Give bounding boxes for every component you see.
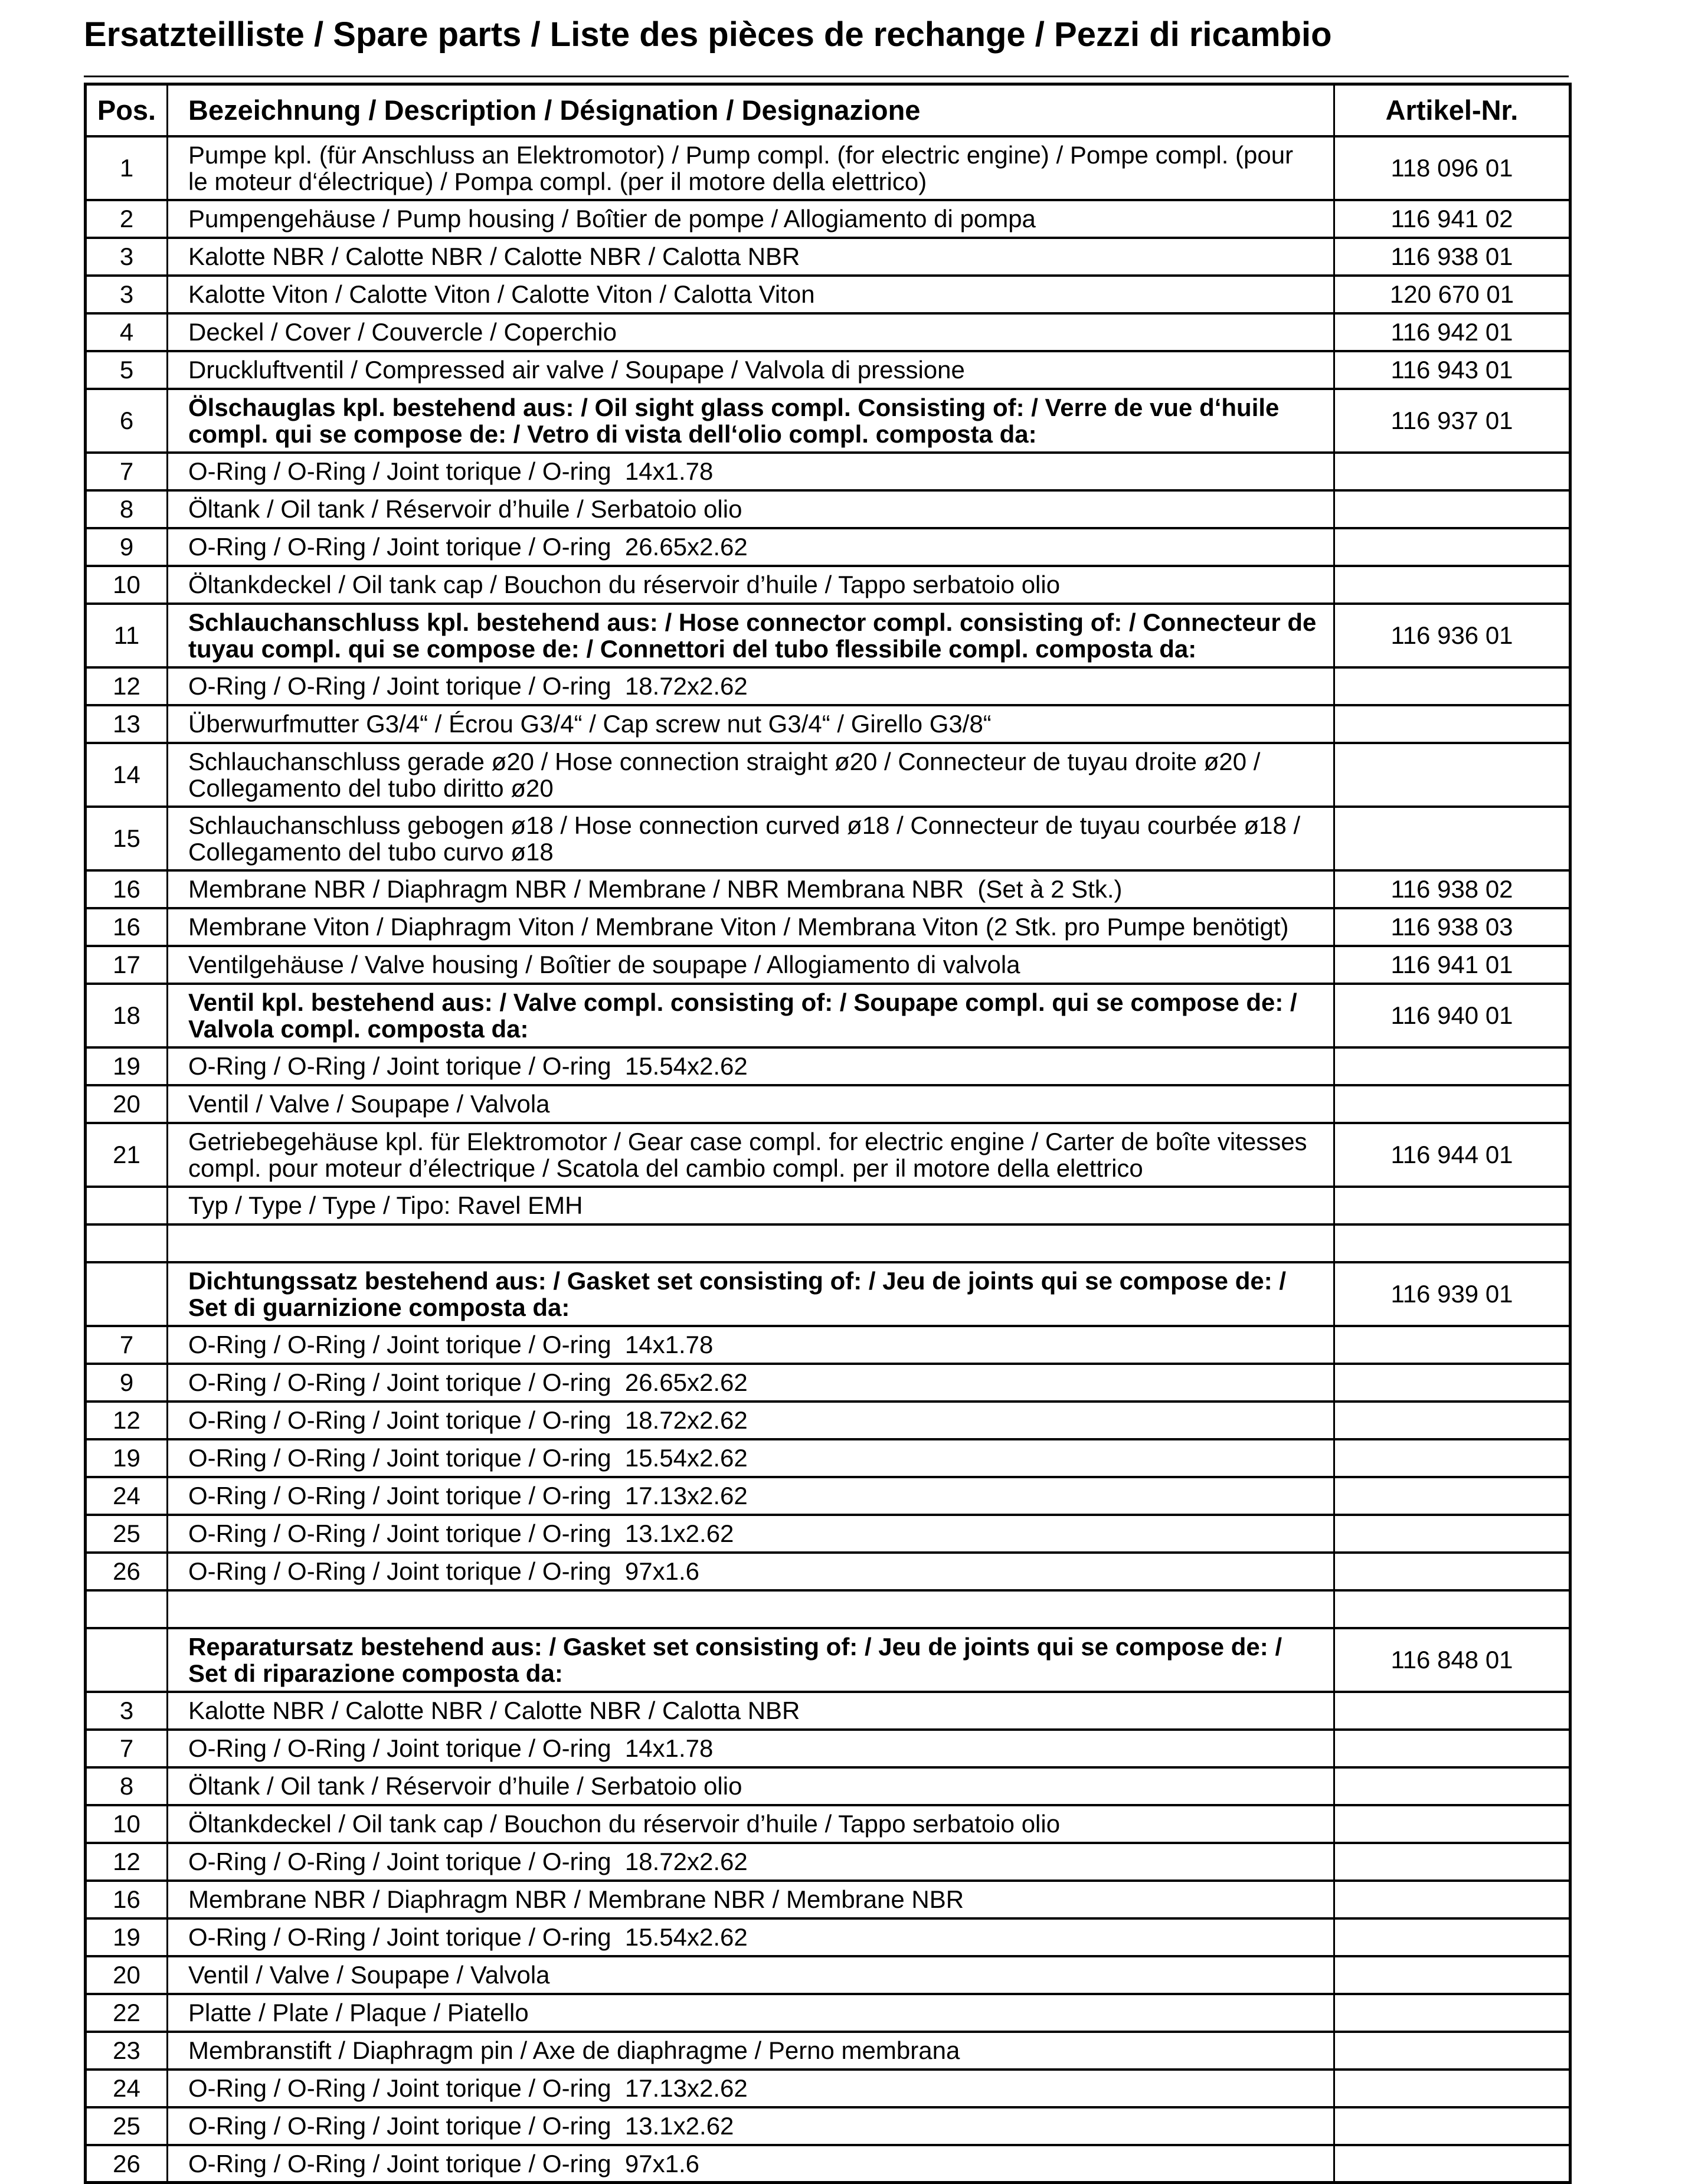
description-cell: O-Ring / O-Ring / Joint torique / O-ring 17.13x2.62 [168, 1477, 1334, 1515]
description-cell: O-Ring / O-Ring / Joint torique / O-ring 14x1.78 [168, 1326, 1334, 1364]
description-cell: Pumpengehäuse / Pump housing / Boîtier de pompe / Allogiamento di pompa [168, 200, 1334, 238]
description-cell: O-Ring / O-Ring / Joint torique / O-ring 15.54x2.62 [168, 1047, 1334, 1085]
description-cell: Ventil / Valve / Soupape / Valvola [168, 1956, 1334, 1994]
pos-cell: 8 [86, 1767, 168, 1805]
artikel-nr-cell: 116 943 01 [1334, 351, 1570, 389]
pos-cell: 3 [86, 238, 168, 276]
description-cell: Kalotte NBR / Calotte NBR / Calotte NBR / Calotta NBR [168, 1692, 1334, 1730]
table-row [86, 1187, 1570, 1224]
table-row [86, 1085, 1570, 1123]
table-row [86, 136, 1570, 200]
table-row [86, 1224, 1570, 1262]
artikel-nr-cell [1334, 1553, 1570, 1590]
artikel-nr-cell [1334, 1918, 1570, 1956]
description-cell: Öltank / Oil tank / Réservoir d’huile / Serbatoio olio [168, 490, 1334, 528]
pos-cell: 17 [86, 946, 168, 984]
description-cell: Ölschauglas kpl. bestehend aus: / Oil sight glass compl. Consisting of: / Verre de vue d‘huile compl. qui se compose de: / Vetro di vista dell‘olio compl. composta da: [168, 389, 1334, 453]
artikel-nr-cell [1334, 1326, 1570, 1364]
table-row [86, 1262, 1570, 1326]
description-cell: Schlauchanschluss kpl. bestehend aus: / Hose connector compl. consisting of: / Connecteur de tuyau compl. qui se compose de: / Connettori del tubo flessibile compl. composta da: [168, 604, 1334, 667]
table-row [86, 1956, 1570, 1994]
artikel-nr-cell: 116 938 02 [1334, 870, 1570, 908]
table-row [86, 908, 1570, 946]
description-cell: Öltank / Oil tank / Réservoir d’huile / Serbatoio olio [168, 1767, 1334, 1805]
description-cell: Kalotte NBR / Calotte NBR / Calotte NBR / Calotta NBR [168, 238, 1334, 276]
table-row [86, 1515, 1570, 1553]
table-row [86, 1123, 1570, 1187]
artikel-nr-cell [1334, 1881, 1570, 1918]
table-row [86, 2070, 1570, 2107]
description-cell: O-Ring / O-Ring / Joint torique / O-ring 17.13x2.62 [168, 2070, 1334, 2107]
table-row [86, 1805, 1570, 1843]
pos-cell: 6 [86, 389, 168, 453]
description-cell: O-Ring / O-Ring / Joint torique / O-ring 97x1.6 [168, 1553, 1334, 1590]
pos-cell: 16 [86, 1881, 168, 1918]
column-header-pos: Pos. [86, 84, 168, 136]
table-row [86, 667, 1570, 705]
table-row [86, 1047, 1570, 1085]
table-row [86, 453, 1570, 490]
pos-cell: 19 [86, 1439, 168, 1477]
table-row [86, 2032, 1570, 2070]
description-cell: O-Ring / O-Ring / Joint torique / O-ring 26.65x2.62 [168, 528, 1334, 566]
table-row [86, 743, 1570, 807]
artikel-nr-cell: 120 670 01 [1334, 276, 1570, 313]
artikel-nr-cell [1334, 1439, 1570, 1477]
pos-cell: 19 [86, 1047, 168, 1085]
pos-cell: 22 [86, 1994, 168, 2032]
artikel-nr-cell [1334, 1515, 1570, 1553]
description-cell: Dichtungssatz bestehend aus: / Gasket set consisting of: / Jeu de joints qui se compose de: / Set di guarnizione composta da: [168, 1262, 1334, 1326]
pos-cell: 24 [86, 1477, 168, 1515]
artikel-nr-cell: 116 937 01 [1334, 389, 1570, 453]
description-cell: O-Ring / O-Ring / Joint torique / O-ring 13.1x2.62 [168, 1515, 1334, 1553]
table-row [86, 1767, 1570, 1805]
table-row [86, 1402, 1570, 1439]
table-header [86, 84, 1570, 136]
pos-cell: 25 [86, 1515, 168, 1553]
pos-cell: 4 [86, 313, 168, 351]
pos-cell: 24 [86, 2070, 168, 2107]
table-row [86, 705, 1570, 743]
description-cell: Schlauchanschluss gerade ø20 / Hose connection straight ø20 / Connecteur de tuyau droite ø20 / Collegamento del tubo diritto ø20 [168, 743, 1334, 807]
description-cell: Getriebegehäuse kpl. für Elektromotor / Gear case compl. for electric engine / Carter de boîte vitesses compl. pour moteur d’électrique / Scatola del cambio compl. per il motore della elettrico [168, 1123, 1334, 1187]
description-cell: Membranstift / Diaphragm pin / Axe de diaphragme / Perno membrana [168, 2032, 1334, 2070]
pos-cell: 7 [86, 1326, 168, 1364]
pos-cell: 8 [86, 490, 168, 528]
table-row [86, 1918, 1570, 1956]
table-row [86, 1692, 1570, 1730]
artikel-nr-cell [1334, 2070, 1570, 2107]
description-cell: O-Ring / O-Ring / Joint torique / O-ring 14x1.78 [168, 453, 1334, 490]
table-row [86, 1477, 1570, 1515]
artikel-nr-cell [1334, 705, 1570, 743]
artikel-nr-cell [1334, 1477, 1570, 1515]
artikel-nr-cell [1334, 1805, 1570, 1843]
table-row [86, 238, 1570, 276]
description-cell: Druckluftventil / Compressed air valve / Soupape / Valvola di pressione [168, 351, 1334, 389]
description-cell: Ventilgehäuse / Valve housing / Boîtier de soupape / Allogiamento di valvola [168, 946, 1334, 984]
table-row [86, 604, 1570, 667]
artikel-nr-cell [1334, 1085, 1570, 1123]
description-cell: O-Ring / O-Ring / Joint torique / O-ring 15.54x2.62 [168, 1439, 1334, 1477]
description-cell: Typ / Type / Type / Tipo: Ravel EMH [168, 1187, 1334, 1224]
pos-cell: 10 [86, 566, 168, 604]
pos-cell: 3 [86, 1692, 168, 1730]
table-row [86, 946, 1570, 984]
artikel-nr-cell [1334, 1402, 1570, 1439]
description-cell: Ventil kpl. bestehend aus: / Valve compl. consisting of: / Soupape compl. qui se compose de: / Valvola compl. composta da: [168, 984, 1334, 1047]
description-cell: Ventil / Valve / Soupape / Valvola [168, 1085, 1334, 1123]
pos-cell: 19 [86, 1918, 168, 1956]
table-row [86, 984, 1570, 1047]
table-row [86, 1730, 1570, 1767]
artikel-nr-cell [1334, 2032, 1570, 2070]
description-cell: Membrane NBR / Diaphragm NBR / Membrane NBR / Membrane NBR [168, 1881, 1334, 1918]
pos-cell: 25 [86, 2107, 168, 2145]
artikel-nr-cell [1334, 743, 1570, 807]
table-row [86, 1326, 1570, 1364]
pos-cell: 16 [86, 870, 168, 908]
description-cell: Kalotte Viton / Calotte Viton / Calotte Viton / Calotta Viton [168, 276, 1334, 313]
pos-cell [86, 1262, 168, 1326]
table-row [86, 528, 1570, 566]
artikel-nr-cell [1334, 566, 1570, 604]
spare-parts-table [84, 83, 1572, 2184]
description-cell: O-Ring / O-Ring / Joint torique / O-ring 15.54x2.62 [168, 1918, 1334, 1956]
pos-cell: 15 [86, 807, 168, 870]
artikel-nr-cell [1334, 1843, 1570, 1881]
pos-cell: 12 [86, 667, 168, 705]
description-cell: Öltankdeckel / Oil tank cap / Bouchon du réservoir d’huile / Tappo serbatoio olio [168, 1805, 1334, 1843]
artikel-nr-cell [1334, 1187, 1570, 1224]
pos-cell: 5 [86, 351, 168, 389]
pos-cell: 2 [86, 200, 168, 238]
pos-cell: 13 [86, 705, 168, 743]
table-row [86, 1553, 1570, 1590]
artikel-nr-cell [1334, 1767, 1570, 1805]
artikel-nr-cell [1334, 2107, 1570, 2145]
pos-cell: 7 [86, 453, 168, 490]
table-row [86, 490, 1570, 528]
description-cell: Deckel / Cover / Couvercle / Coperchio [168, 313, 1334, 351]
pos-cell: 20 [86, 1085, 168, 1123]
table-row [86, 389, 1570, 453]
pos-cell: 14 [86, 743, 168, 807]
table-top-rule [84, 76, 1569, 77]
description-cell: Platte / Plate / Plaque / Piatello [168, 1994, 1334, 2032]
pos-cell [86, 1187, 168, 1224]
description-cell: O-Ring / O-Ring / Joint torique / O-ring 14x1.78 [168, 1730, 1334, 1767]
pos-cell [86, 1628, 168, 1692]
artikel-nr-cell: 116 939 01 [1334, 1262, 1570, 1326]
artikel-nr-cell: 116 938 01 [1334, 238, 1570, 276]
table-row [86, 1364, 1570, 1402]
pos-cell [86, 1224, 168, 1262]
pos-cell: 26 [86, 1553, 168, 1590]
description-cell: Schlauchanschluss gebogen ø18 / Hose connection curved ø18 / Connecteur de tuyau courbée ø18 / Collegamento del tubo curvo ø18 [168, 807, 1334, 870]
artikel-nr-cell: 116 848 01 [1334, 1628, 1570, 1692]
table-row [86, 1881, 1570, 1918]
table-row [86, 2145, 1570, 2183]
pos-cell: 9 [86, 1364, 168, 1402]
description-cell: O-Ring / O-Ring / Joint torique / O-ring 18.72x2.62 [168, 1402, 1334, 1439]
table-row [86, 1843, 1570, 1881]
artikel-nr-cell [1334, 667, 1570, 705]
artikel-nr-cell [1334, 1364, 1570, 1402]
pos-cell: 12 [86, 1402, 168, 1439]
table-row [86, 276, 1570, 313]
table-row [86, 313, 1570, 351]
artikel-nr-cell: 116 941 01 [1334, 946, 1570, 984]
artikel-nr-cell: 116 941 02 [1334, 200, 1570, 238]
description-cell: O-Ring / O-Ring / Joint torique / O-ring 18.72x2.62 [168, 1843, 1334, 1881]
pos-cell: 12 [86, 1843, 168, 1881]
pos-cell [86, 1590, 168, 1628]
description-cell: Reparatursatz bestehend aus: / Gasket set consisting of: / Jeu de joints qui se compose de: / Set di riparazione composta da: [168, 1628, 1334, 1692]
pos-cell: 16 [86, 908, 168, 946]
page-title: Ersatzteilliste / Spare parts / Liste des pièces de rechange / Pezzi di ricambio [84, 15, 1332, 54]
pos-cell: 21 [86, 1123, 168, 1187]
artikel-nr-cell: 116 942 01 [1334, 313, 1570, 351]
pos-cell: 7 [86, 1730, 168, 1767]
table-row [86, 1994, 1570, 2032]
description-cell: O-Ring / O-Ring / Joint torique / O-ring 18.72x2.62 [168, 667, 1334, 705]
artikel-nr-cell [1334, 1692, 1570, 1730]
artikel-nr-cell [1334, 1956, 1570, 1994]
table-row [86, 2107, 1570, 2145]
table-row [86, 1628, 1570, 1692]
artikel-nr-cell [1334, 1730, 1570, 1767]
artikel-nr-cell [1334, 1224, 1570, 1262]
pos-cell: 10 [86, 1805, 168, 1843]
artikel-nr-cell: 116 936 01 [1334, 604, 1570, 667]
table-row [86, 807, 1570, 870]
artikel-nr-cell [1334, 528, 1570, 566]
artikel-nr-cell [1334, 807, 1570, 870]
pos-cell: 9 [86, 528, 168, 566]
table-body [86, 136, 1570, 2183]
description-cell: Membrane Viton / Diaphragm Viton / Membrane Viton / Membrana Viton (2 Stk. pro Pumpe benötigt) [168, 908, 1334, 946]
column-header-description: Bezeichnung / Description / Désignation / Designazione [168, 84, 1334, 136]
table-row [86, 566, 1570, 604]
pos-cell: 20 [86, 1956, 168, 1994]
artikel-nr-cell: 118 096 01 [1334, 136, 1570, 200]
artikel-nr-cell: 116 944 01 [1334, 1123, 1570, 1187]
pos-cell: 23 [86, 2032, 168, 2070]
pos-cell: 18 [86, 984, 168, 1047]
description-cell: O-Ring / O-Ring / Joint torique / O-ring 97x1.6 [168, 2145, 1334, 2183]
description-cell: Membrane NBR / Diaphragm NBR / Membrane / NBR Membrana NBR (Set à 2 Stk.) [168, 870, 1334, 908]
artikel-nr-cell [1334, 490, 1570, 528]
description-cell: O-Ring / O-Ring / Joint torique / O-ring 13.1x2.62 [168, 2107, 1334, 2145]
description-cell: O-Ring / O-Ring / Joint torique / O-ring 26.65x2.62 [168, 1364, 1334, 1402]
artikel-nr-cell: 116 940 01 [1334, 984, 1570, 1047]
header-row [86, 84, 1570, 136]
description-cell: Öltankdeckel / Oil tank cap / Bouchon du réservoir d’huile / Tappo serbatoio olio [168, 566, 1334, 604]
artikel-nr-cell [1334, 2145, 1570, 2183]
artikel-nr-cell [1334, 1590, 1570, 1628]
table-row [86, 351, 1570, 389]
description-cell [168, 1224, 1334, 1262]
table-row [86, 870, 1570, 908]
pos-cell: 11 [86, 604, 168, 667]
table-row [86, 1439, 1570, 1477]
artikel-nr-cell [1334, 1047, 1570, 1085]
table-row [86, 200, 1570, 238]
pos-cell: 3 [86, 276, 168, 313]
table-row [86, 1590, 1570, 1628]
description-cell: Überwurfmutter G3/4“ / Écrou G3/4“ / Cap screw nut G3/4“ / Girello G3/8“ [168, 705, 1334, 743]
pos-cell: 26 [86, 2145, 168, 2183]
pos-cell: 1 [86, 136, 168, 200]
description-cell [168, 1590, 1334, 1628]
artikel-nr-cell [1334, 1994, 1570, 2032]
artikel-nr-cell [1334, 453, 1570, 490]
description-cell: Pumpe kpl. (für Anschluss an Elektromotor) / Pump compl. (for electric engine) / Pompe compl. (pour le moteur d‘électrique) / Pompa compl. (per il motore della elettrico) [168, 136, 1334, 200]
artikel-nr-cell: 116 938 03 [1334, 908, 1570, 946]
column-header-artikel-nr: Artikel-Nr. [1334, 84, 1570, 136]
